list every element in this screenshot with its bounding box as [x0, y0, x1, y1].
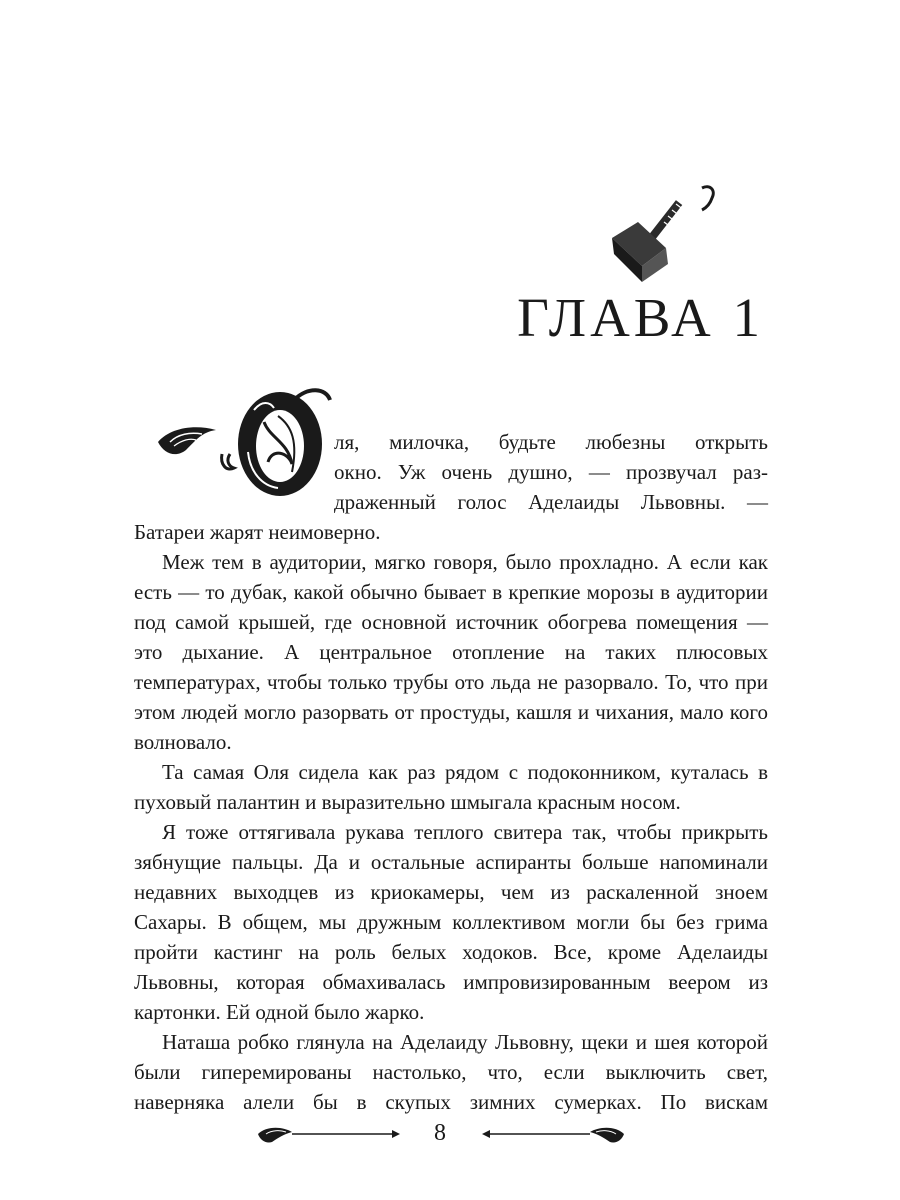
paragraph-3: Та самая Оля сидела как раз рядом с подоконником, куталась в пуховый палантин и выразительно шмыгала красным носом. [134, 760, 768, 814]
chapter-title: ГЛАВА 1 [517, 287, 764, 348]
paragraph-1 [134, 427, 768, 547]
hammer-icon [606, 182, 724, 290]
text-line: ля, милочка, будьте любезны открыть [334, 430, 768, 454]
page-number: 8 [434, 1120, 446, 1146]
paragraph-2: Меж тем в аудитории, мягко говоря, было прохладно. А если как есть — то дубак, какой обычно бывает в крепкие морозы в аудитории под самой крышей, где основной источник обогрева помещения — это дыхание. А центральное отопление на таких плюсовых температурах, чтобы только трубы ото льда не разорвало. То, что при этом людей могло разорвать от простуды, кашля и чихания, мало кого волновало. [134, 550, 768, 754]
drop-cap-char: О [218, 382, 219, 383]
footer-ornament-right-icon [482, 1122, 626, 1146]
text-line: Батареи жарят неимоверно. [134, 520, 381, 544]
footer-ornament-left-icon [256, 1122, 400, 1146]
paragraph-4: Я тоже оттягивала рукава теплого свитера так, чтобы прикрыть зябнущие пальцы. Да и остальные аспиранты больше напоминали недавних выходцев из криокамеры, чем из раскаленной зноем Сахары. В общем, мы дружным коллективом могли бы без грима пройти кастинг на роль белых ходоков. Все, кроме Аделаиды Львовны, которая обмахивалась импровизированным веером из картонки. Ей одной было жарко. [134, 820, 768, 1024]
paragraph-5: Наташа робко глянула на Аделаиду Львовну, щеки и шея которой были гиперемированы настолько, что, если выключить свет, наверняка алели бы в скупых зимних сумерках. По вискам [134, 1030, 768, 1114]
text-line: драженный голос Аделаиды Львовны. — [334, 490, 768, 514]
chapter-text [134, 427, 768, 1117]
text-line: окно. Уж очень душно, — прозвучал раз- [334, 460, 768, 484]
